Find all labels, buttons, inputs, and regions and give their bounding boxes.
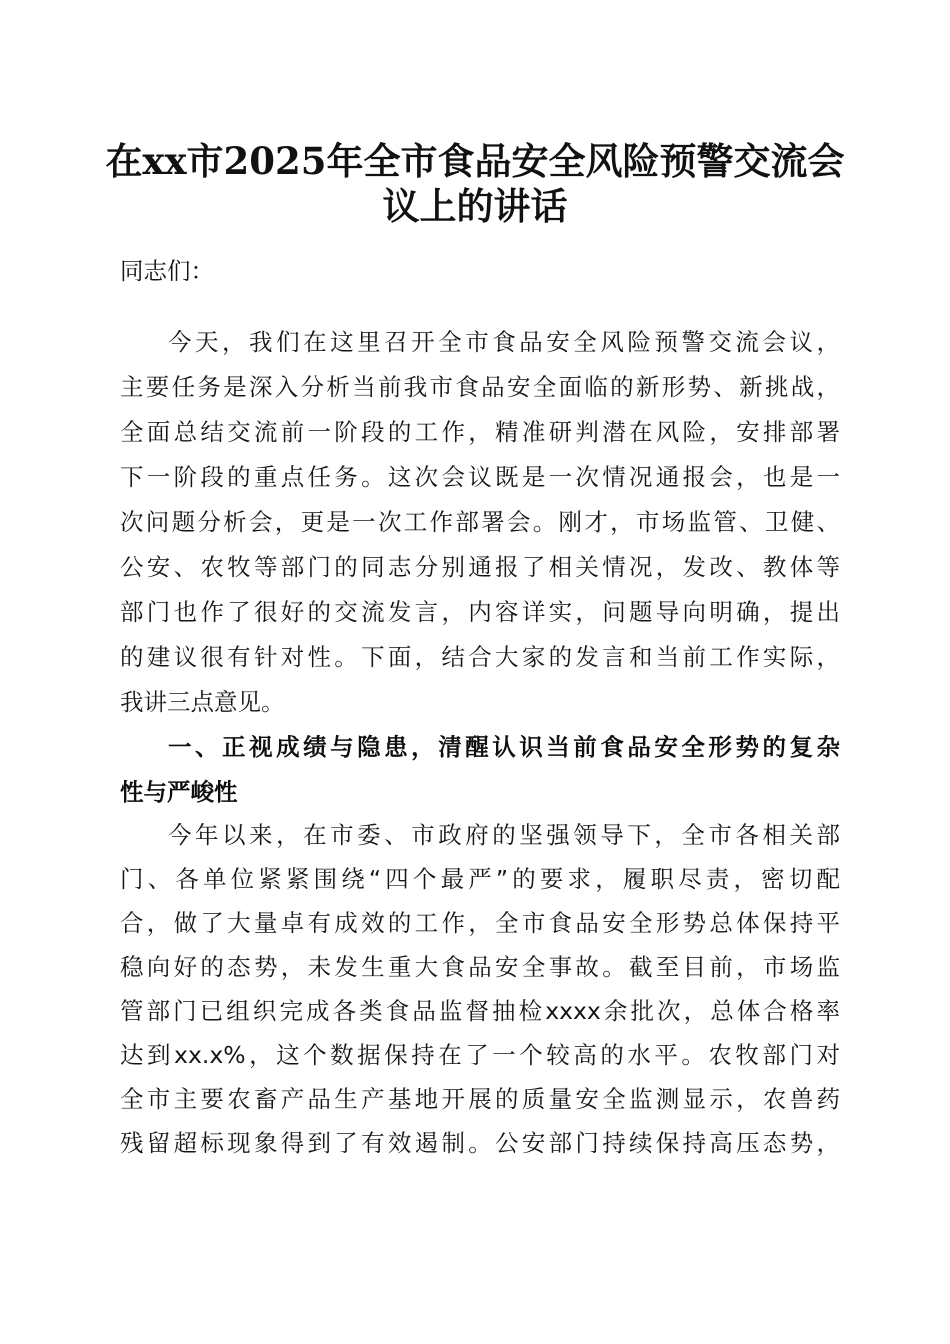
paragraph-1-line: 全面总结交流前一阶段的工作，精准研判潜在风险，安排部署 <box>120 418 840 446</box>
paragraph-1-line: 我讲三点意见。 <box>120 688 285 716</box>
section-1-heading-line: 性与严峻性 <box>120 778 238 806</box>
paragraph-1-line: 部门也作了很好的交流发言，内容详实，问题导向明确，提出 <box>120 598 840 626</box>
paragraph-2-line: 达到xx.x%，这个数据保持在了一个较高的水平。农牧部门对 <box>120 1041 840 1069</box>
paragraph-2-line: 合，做了大量卓有成效的工作，全市食品安全形势总体保持平 <box>120 909 840 937</box>
salutation: 同志们： <box>120 257 214 285</box>
document-title-line-2: 议上的讲话 <box>382 184 568 228</box>
paragraph-2-line: 残留超标现象得到了有效遏制。公安部门持续保持高压态势， <box>120 1129 840 1157</box>
paragraph-1-line: 次问题分析会，更是一次工作部署会。刚才，市场监管、卫健、 <box>120 508 840 536</box>
paragraph-2-line: 今年以来，在市委、市政府的坚强领导下，全市各相关部 <box>168 821 840 849</box>
paragraph-1-line: 公安、农牧等部门的同志分别通报了相关情况，发改、教体等 <box>120 553 840 581</box>
paragraph-2-line: 门、各单位紧紧围绕“四个最严”的要求，履职尽责，密切配 <box>120 865 840 893</box>
paragraph-1-line: 主要任务是深入分析当前我市食品安全面临的新形势、新挑战， <box>120 373 840 401</box>
document-title-line-1: 在xx市2025年全市食品安全风险预警交流会 <box>105 139 845 183</box>
paragraph-1-line: 下一阶段的重点任务。这次会议既是一次情况通报会，也是一 <box>120 463 840 491</box>
paragraph-2-line: 稳向好的态势，未发生重大食品安全事故。截至目前，市场监 <box>120 953 840 981</box>
paragraph-2-line: 全市主要农畜产品生产基地开展的质量安全监测显示，农兽药 <box>120 1085 840 1113</box>
section-1-heading-line: 一、正视成绩与隐患，清醒认识当前食品安全形势的复杂 <box>168 733 840 761</box>
paragraph-1-line: 今天，我们在这里召开全市食品安全风险预警交流会议， <box>168 328 840 356</box>
paragraph-2-line: 管部门已组织完成各类食品监督抽检xxxx余批次，总体合格率 <box>120 997 840 1025</box>
paragraph-1-line: 的建议很有针对性。下面，结合大家的发言和当前工作实际， <box>120 643 840 671</box>
